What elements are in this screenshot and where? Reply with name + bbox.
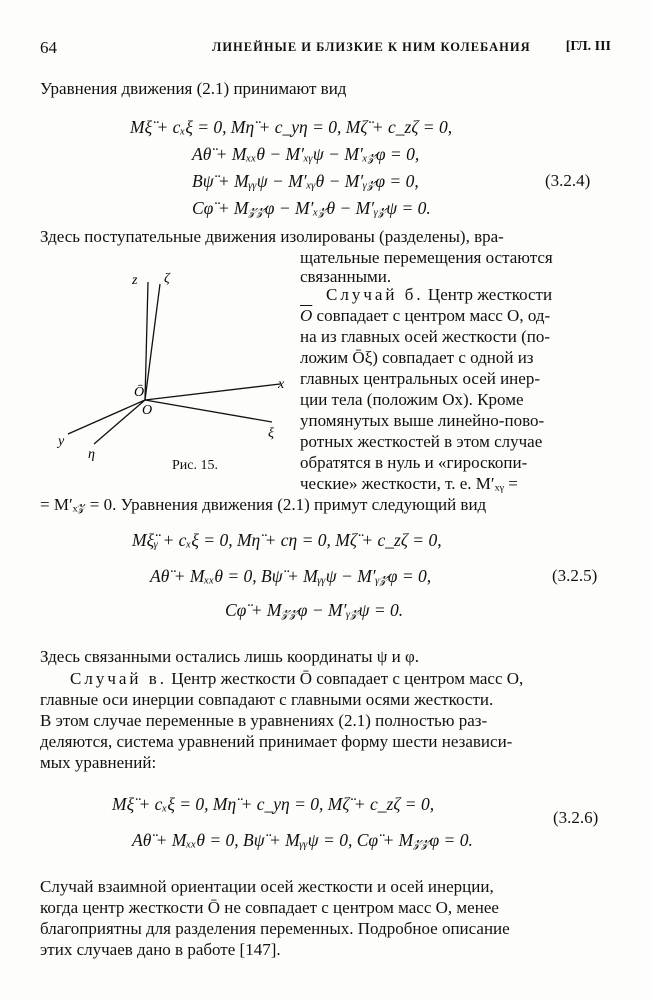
para2-text: Здесь связанными остались лишь координаты ψ и φ. [40, 647, 420, 666]
eq-325-row1: Mξ̈ᵧ + cₓξ = 0, Mη̈ + cη = 0, Mζ̈ + c_zζ = 0, [132, 530, 442, 550]
label-O: O [142, 403, 153, 418]
eq-326-row2: Aθ̈ + Mₓₓθ = 0, Bψ̈ + Mᵧᵧψ = 0, Cφ̈ + M𝓏𝓏φ = 0. [132, 830, 473, 850]
case-v-line3: В этом случае переменные в уравнениях (2.1) полностью раз- [40, 711, 488, 730]
case-b-line10: ческие» жесткости, т. е. M′ₓᵧ = [300, 474, 518, 493]
para1-line3: связанными. [300, 267, 392, 286]
eq-324-row1: Mξ̈ + cₓξ = 0, Mη̈ + c_yη = 0, Mζ̈ + c_zζ = 0, [130, 117, 453, 137]
case-b-line2: $\overline{O}$ совпадает с центром масс O, од- [300, 306, 551, 325]
xi-axis [145, 400, 272, 422]
case-v-line1 [70, 670, 523, 689]
axes-figure [50, 262, 290, 462]
case-b-line6: ции тела (положим Ox). Кроме [300, 390, 524, 409]
eq-325-row3: Cφ̈ + M𝓏𝓏φ − M′ᵧ𝓏ψ = 0. [225, 600, 404, 620]
final-line4: этих случаев дано в работе [147]. [40, 940, 281, 959]
case-b-line1 [326, 286, 552, 305]
final-line2: когда центр жесткости Ō не совпадает с центром масс O, менее [40, 898, 499, 917]
page-header [40, 38, 611, 58]
chapter-label: [ГЛ. III [565, 39, 611, 54]
label-Obar: Ō [134, 385, 145, 400]
case-v-line1-rest: Центр жесткости Ō совпадает с центром масс O, [167, 669, 524, 688]
eq-324-row2: Aθ̈ + Mₓₓθ − M′ₓᵧψ − M′ₓ𝓏φ = 0, [192, 144, 420, 164]
para1-line2: щательные перемещения остаются [300, 248, 553, 267]
label-eta: η [88, 447, 95, 462]
label-z: z [132, 273, 138, 288]
case-b-line5: главных центральных осей инер- [300, 369, 540, 388]
label-x: x [278, 377, 285, 392]
label-zeta: ζ [164, 271, 170, 286]
figure-caption: Рис. 15. [172, 458, 218, 473]
case-v-label: Случай в. [70, 669, 168, 688]
para1-line1: Здесь поступательные движения изолированы (разделены), вра- [40, 227, 504, 246]
running-title: ЛИНЕЙНЫЕ И БЛИЗКИЕ К НИМ КОЛЕБАНИЯ [212, 40, 531, 54]
eq-325-row2: Aθ̈ + Mₓₓθ = 0, Bψ̈ + Mᵧᵧψ − M′ᵧ𝓏φ = 0, [150, 566, 432, 586]
case-b-line7: упомянутых выше линейно-пово- [300, 411, 545, 430]
case-v-line4: деляются, система уравнений принимает форму шести независи- [40, 732, 513, 751]
intro-text: Уравнения движения (2.1) принимают вид [40, 79, 347, 98]
page-number: 64 [40, 38, 57, 57]
eq-324-row3: Bψ̈ + Mᵧᵧψ − M′ₓᵧθ − M′ᵧ𝓏φ = 0, [192, 171, 419, 191]
x-axis [145, 384, 280, 400]
case-b-label: Случай б. [326, 285, 424, 304]
eq-324-number: (3.2.4) [545, 171, 591, 190]
eta-axis [94, 400, 145, 444]
case-b-line8: ротных жесткостей в этом случае [300, 432, 543, 451]
eq-325-number: (3.2.5) [552, 566, 598, 585]
case-b-line4: ложим Ōξ) совпадает с одной из [300, 348, 534, 367]
label-xi: ξ [268, 426, 274, 441]
label-y: y [58, 434, 65, 449]
case-v-line2: главные оси инерции совпадают с главными осями жесткости. [40, 690, 494, 709]
final-line3: благоприятны для разделения переменных. Подробное описание [40, 919, 510, 938]
eq-326-number: (3.2.6) [553, 808, 599, 827]
case-b-line11: = M′ₓ𝓏 = 0. Уравнения движения (2.1) примут следующий вид [40, 495, 487, 514]
eq-324-row4: Cφ̈ + M𝓏𝓏φ − M′ₓ𝓏θ − M′ᵧ𝓏ψ = 0. [192, 198, 431, 218]
final-line1: Случай взаимной ориентации осей жесткости и осей инерции, [40, 877, 494, 896]
case-b-line1-rest: Центр жесткости [423, 285, 553, 304]
y-axis [68, 400, 145, 434]
case-b-line3: на из главных осей жесткости (по- [300, 327, 550, 346]
case-b-line9: обратятся в нуль и «гироскопи- [300, 453, 528, 472]
eq-326-row1: Mξ̈ + cₓξ = 0, Mη̈ + c_yη = 0, Mζ̈ + c_zζ = 0, [112, 794, 435, 814]
case-v-line5: мых уравнений: [40, 753, 157, 772]
